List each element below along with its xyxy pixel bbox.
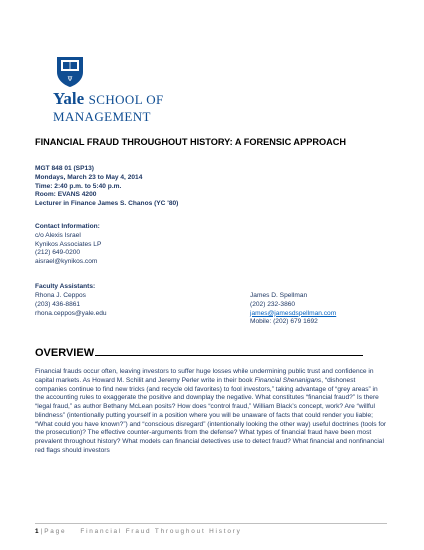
course-info — [35, 165, 178, 209]
footer-separator: | — [40, 528, 43, 535]
svg-text:Ψ: Ψ — [67, 76, 73, 83]
course-lecturer: Lecturer in Finance James S. Chanos (YC '80) — [35, 200, 179, 208]
overview-text-part2: , “dishonest companies continue to find new tricks (and recycle old favorites) to fool investors,” taking advantage of “grey areas” in the accounting rules to exaggerate the positive and downplay the negative. What constitutes “financial fraud?” Is there “legal fraud,” as author Bethany McLean posits? How does “control fraud,” William Black’s concept, work? Are “willful blindness” (intentionally putting yourself in a position where you will be unaware of facts that could render you liable; “What could you have known?”) and “conscious disregard” (intentionally looking the other way) useful doctrines (tools for the prosecution)? The effective counter-arguments from the defense? What types of financial fraud have been most prevalent throughout history? What models can financial detectives use to detect fraud? What financial and nonfinancial red flags should investors — [35, 376, 387, 454]
overview-heading-text: OVERVIEW — [35, 347, 95, 359]
yale-shield-logo — [56, 56, 84, 93]
yale-wordmark — [53, 90, 164, 123]
page-footer — [35, 528, 242, 535]
footer-doc-title: Financial Fraud Throughout History — [80, 528, 242, 535]
contact-line: aisrael@kynikos.com — [35, 258, 98, 266]
document-title: FINANCIAL FRAUD THROUGHOUT HISTORY: A FORENSIC APPROACH — [35, 137, 347, 147]
overview-heading — [35, 346, 363, 359]
fa-mobile: Mobile: (202) 679 1692 — [250, 318, 318, 326]
course-code: MGT 848 01 (SP13) — [35, 165, 95, 172]
heading-rule — [95, 346, 363, 356]
wordmark-management: MANAGEMENT — [53, 109, 151, 124]
fa-phone: (202) 232-3860 — [250, 300, 296, 308]
overview-paragraph — [35, 368, 387, 456]
book-title: Financial Shenanigans — [254, 376, 322, 384]
overview-text-part1: Financial frauds occur often, leaving investors to suffer huge losses while undermining public trust and confidence in capital markets. As Howard M. Schilit and Jeremy Perler write in their book — [35, 368, 374, 384]
footer-page-word: Page — [44, 528, 67, 535]
fa-phone: (203) 436-8861 — [35, 300, 81, 308]
contact-line: c/o Alexis Israel — [35, 231, 81, 239]
contact-line: Kynikos Associates LP — [35, 240, 102, 248]
course-dates: Mondays, March 23 to May 4, 2014 — [35, 173, 143, 181]
fa-email-link[interactable]: james@jamesdspellman.com — [250, 309, 337, 317]
wordmark-yale: Yale — [53, 89, 85, 108]
fa-name: Rhona J. Ceppos — [35, 292, 86, 299]
faculty-assistant-ceppos — [35, 292, 107, 318]
page-number: 1 — [35, 528, 39, 535]
faculty-assistant-spellman — [250, 292, 336, 327]
course-room: Room: EVANS 4200 — [35, 191, 97, 199]
course-time: Time: 2:40 p.m. to 5:40 p.m. — [35, 182, 122, 190]
fa-email: rhona.ceppos@yale.edu — [35, 309, 107, 317]
contact-header: Contact Information: — [35, 223, 100, 230]
contact-line: (212) 649-0200 — [35, 249, 81, 257]
footer-rule — [35, 523, 387, 524]
shield-icon — [56, 56, 84, 88]
fa-name: James D. Spellman — [250, 292, 308, 299]
faculty-assistants-header: Faculty Assistants: — [35, 283, 96, 290]
contact-information — [35, 223, 101, 267]
wordmark-school-of: SCHOOL OF — [88, 92, 164, 107]
